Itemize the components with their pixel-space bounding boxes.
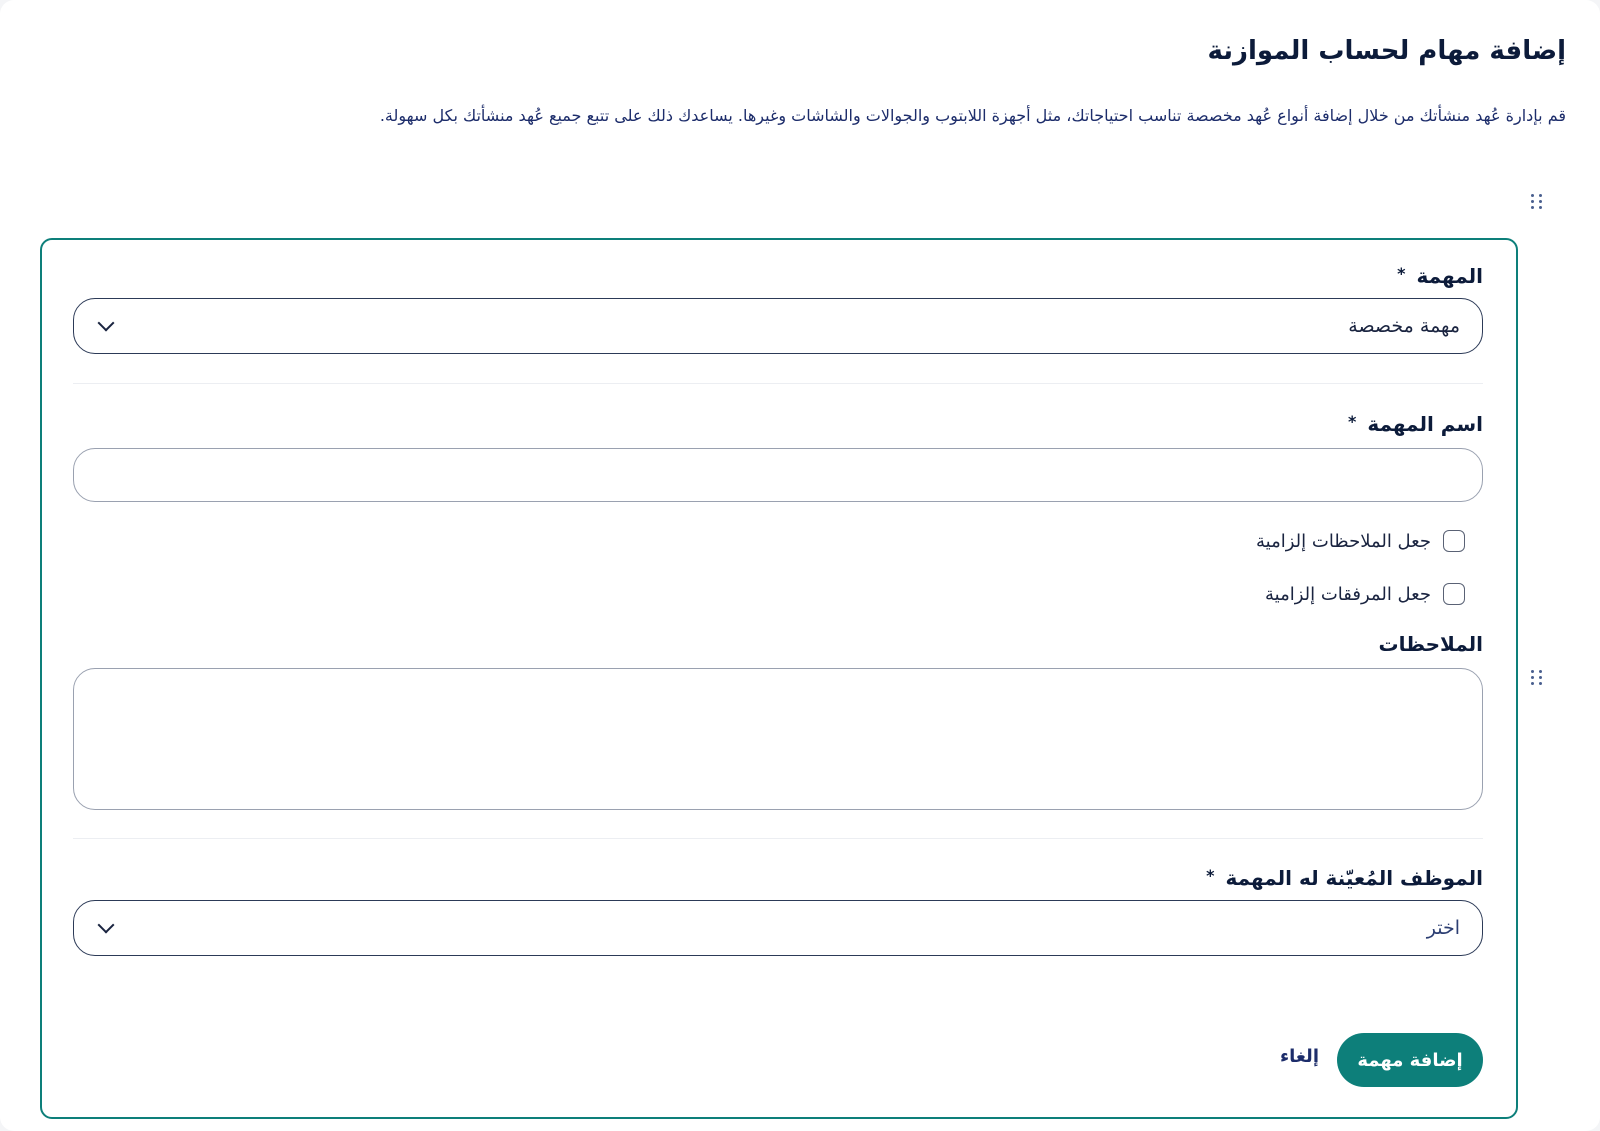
assignee-field-label bbox=[1206, 866, 1483, 890]
attachments-required-label: جعل المرفقات إلزامية bbox=[1265, 583, 1431, 605]
chevron-down-icon bbox=[98, 917, 115, 934]
drag-handle-icon[interactable] bbox=[1529, 666, 1543, 688]
task-field-label bbox=[1397, 264, 1483, 288]
required-mark: * bbox=[1206, 866, 1215, 885]
divider bbox=[73, 383, 1483, 384]
chevron-down-icon bbox=[98, 315, 115, 332]
task-label-text: المهمة bbox=[1416, 264, 1483, 288]
notes-required-checkbox[interactable] bbox=[1443, 530, 1465, 552]
task-name-input[interactable] bbox=[73, 448, 1483, 502]
task-name-label-text: اسم المهمة bbox=[1367, 412, 1483, 436]
drag-handle-icon[interactable] bbox=[1529, 190, 1543, 212]
required-mark: * bbox=[1347, 412, 1357, 431]
page-description: قم بإدارة عُهد منشأتك من خلال إضافة أنواع عُهد مخصصة تناسب احتياجاتك، مثل أجهزة اللابتوب والجوالات والشاشات وغيرها. يساعدك ذلك على تتبع جميع عُهد منشأتك بكل سهولة. bbox=[379, 106, 1566, 125]
notes-required-checkbox-row[interactable] bbox=[1256, 530, 1465, 552]
divider bbox=[73, 838, 1483, 839]
task-name-field-label bbox=[1348, 412, 1483, 436]
assignee-select[interactable] bbox=[73, 900, 1483, 956]
required-mark: * bbox=[1397, 264, 1406, 283]
attachments-required-checkbox-row[interactable] bbox=[1265, 583, 1465, 605]
add-task-button[interactable]: إضافة مهمة bbox=[1337, 1033, 1483, 1087]
notes-label-text: الملاحظات bbox=[1378, 632, 1483, 656]
task-select[interactable] bbox=[73, 298, 1483, 354]
notes-textarea[interactable] bbox=[73, 668, 1483, 810]
notes-field-label bbox=[1379, 632, 1483, 656]
attachments-required-checkbox[interactable] bbox=[1443, 583, 1465, 605]
notes-required-label: جعل الملاحظات إلزامية bbox=[1256, 530, 1431, 552]
task-select-value: مهمة مخصصة bbox=[1348, 315, 1460, 337]
assignee-label-text: الموظف المُعيّنة له المهمة bbox=[1225, 866, 1483, 890]
assignee-select-placeholder: اختر bbox=[1426, 917, 1460, 939]
page-title: إضافة مهام لحساب الموازنة bbox=[1207, 36, 1566, 66]
cancel-button[interactable]: إلغاء bbox=[1279, 1046, 1319, 1067]
task-form-card bbox=[40, 238, 1518, 1119]
